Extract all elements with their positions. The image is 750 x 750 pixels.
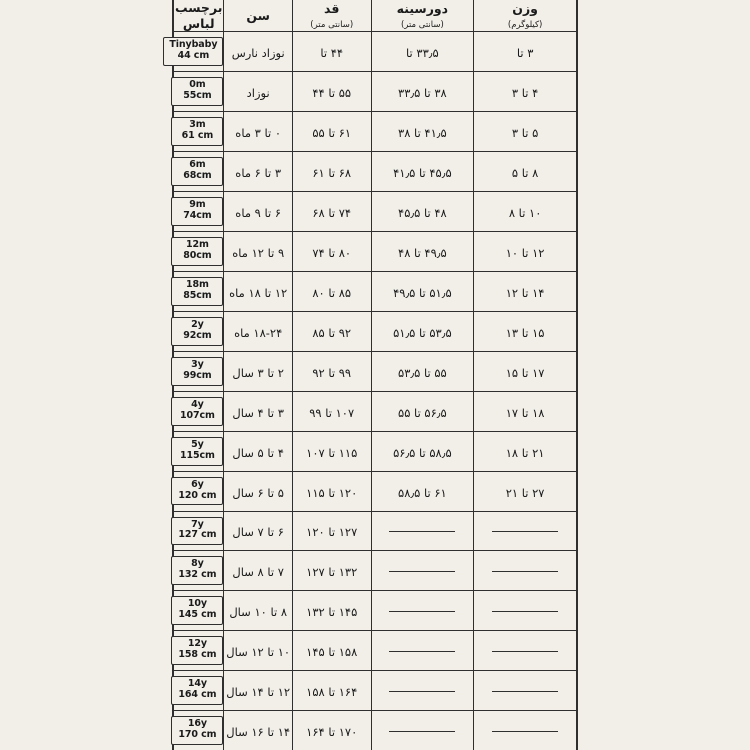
empty-dash: [389, 611, 455, 612]
cell-clothing-label: [174, 511, 224, 551]
cell-weight: [474, 192, 577, 232]
size-tag: [163, 37, 223, 66]
cell-height-value: ۵۵ تا ۴۴: [312, 86, 352, 101]
cell-height: [292, 391, 371, 431]
size-tag-height: 170 cm: [178, 729, 217, 741]
size-tag: [171, 676, 223, 705]
cell-age-value: ۱۰ تا ۱۲ سال: [226, 645, 291, 660]
size-tag-height: 61 cm: [181, 130, 214, 142]
table-row: [174, 32, 577, 72]
cell-chest: [371, 72, 474, 112]
cell-height-value: ۱۱۵ تا ۱۰۷: [306, 445, 358, 460]
cell-chest-value: ۵۳٫۵ تا ۵۱٫۵: [393, 325, 452, 340]
cell-height: [292, 431, 371, 471]
column-header-age: [224, 0, 293, 32]
size-tag: [171, 596, 223, 625]
size-tag-age: 6y: [191, 478, 204, 490]
empty-dash: [389, 691, 455, 692]
cell-weight: [474, 591, 577, 631]
cell-weight: [474, 231, 577, 271]
size-tag-height: 85cm: [183, 289, 212, 301]
size-tag-height: 158 cm: [178, 649, 217, 661]
cell-height-value: ۹۲ تا ۸۵: [312, 325, 352, 340]
cell-weight: [474, 271, 577, 311]
cell-weight: [474, 551, 577, 591]
column-header-age-title: سن: [246, 7, 270, 23]
size-tag-height: 145 cm: [178, 609, 217, 621]
size-tag-height: 80cm: [183, 249, 212, 261]
table-row: [174, 192, 577, 232]
cell-age-value: ۰ تا ۳ ماه: [235, 126, 282, 141]
table-row: [174, 72, 577, 112]
table-row: [174, 671, 577, 711]
size-tag: [171, 437, 223, 466]
table-row: [174, 631, 577, 671]
cell-chest: [371, 591, 474, 631]
cell-weight: [474, 471, 577, 511]
size-tag-age: 16y: [187, 718, 207, 730]
cell-height-value: ۱۷۰ تا ۱۶۴: [306, 725, 358, 740]
cell-weight: [474, 671, 577, 711]
cell-age-value: نوزاد نارس: [231, 46, 285, 61]
cell-height-value: ۱۶۴ تا ۱۵۸: [306, 685, 358, 700]
cell-age-value: ۹ تا ۱۲ ماه: [232, 245, 285, 260]
size-tag: [171, 197, 223, 226]
cell-height-value: ۱۰۷ تا ۹۹: [309, 405, 355, 420]
cell-chest: [371, 112, 474, 152]
cell-age-value: ۳ تا ۴ سال: [232, 405, 284, 420]
cell-clothing-label: [174, 431, 224, 471]
cell-height: [292, 112, 371, 152]
column-header-chest: [371, 0, 474, 32]
cell-chest: [371, 471, 474, 511]
cell-chest: [371, 152, 474, 192]
cell-age: [224, 631, 293, 671]
cell-age: [224, 391, 293, 431]
size-tag-age: 14y: [187, 678, 207, 690]
size-tag: [171, 157, 223, 186]
size-tag-height: 74cm: [183, 209, 212, 221]
cell-age: [224, 192, 293, 232]
cell-clothing-label: [174, 391, 224, 431]
cell-clothing-label: [174, 631, 224, 671]
size-tag-age: 18m: [186, 278, 209, 290]
cell-clothing-label: [174, 271, 224, 311]
cell-height-value: ۸۰ تا ۷۴: [312, 245, 352, 260]
cell-height: [292, 631, 371, 671]
size-tag-age: 12y: [187, 638, 207, 650]
empty-dash: [389, 571, 455, 572]
cell-age: [224, 231, 293, 271]
cell-height: [292, 152, 371, 192]
size-tag-age: 12m: [186, 238, 209, 250]
cell-age-value: ۴ تا ۵ سال: [232, 445, 284, 460]
cell-weight-value: ۱۷ تا ۱۵: [505, 365, 545, 380]
cell-weight: [474, 391, 577, 431]
size-tag-height: 120 cm: [178, 489, 217, 501]
size-tag-height: 164 cm: [178, 689, 217, 701]
size-tag-age: 4y: [191, 398, 204, 410]
table-row: [174, 152, 577, 192]
cell-weight-value: ۲۷ تا ۲۱: [505, 485, 545, 500]
cell-age: [224, 671, 293, 711]
column-header-weight-unit: (کیلوگرم): [507, 19, 543, 30]
cell-weight: [474, 72, 577, 112]
cell-chest-value: ۴۹٫۵ تا ۴۸: [398, 245, 447, 260]
cell-chest-value: ۳۸ تا ۳۳٫۵: [398, 86, 447, 101]
empty-dash: [492, 651, 558, 652]
table-row: [174, 351, 577, 391]
table-body: [169, 32, 577, 750]
size-tag-age: 10y: [187, 598, 207, 610]
cell-height-value: ۶۸ تا ۶۱: [312, 166, 352, 181]
column-header-weight-title: وزن: [512, 1, 538, 17]
cell-chest-value: ۴۸ تا ۴۵٫۵: [398, 205, 447, 220]
column-header-height: [292, 0, 371, 32]
cell-weight: [474, 431, 577, 471]
cell-height: [292, 32, 371, 72]
cell-height: [292, 551, 371, 591]
cell-height: [292, 192, 371, 232]
cell-age-value: ۱۴ تا ۱۶ سال: [226, 725, 291, 740]
cell-age-value: نوزاد: [246, 86, 270, 101]
cell-chest: [371, 192, 474, 232]
cell-chest: [371, 311, 474, 351]
size-tag: [171, 77, 223, 106]
size-tag-age: 3y: [191, 358, 204, 370]
table-row: [174, 231, 577, 271]
cell-age: [224, 152, 293, 192]
cell-age: [224, 32, 293, 72]
cell-age-value: ۷ تا ۸ سال: [232, 565, 284, 580]
cell-clothing-label: [174, 711, 224, 750]
cell-height-value: ۱۲۰ تا ۱۱۵: [306, 485, 358, 500]
cell-chest-value: ۶۱ تا ۵۸٫۵: [398, 485, 447, 500]
size-tag-height: 44 cm: [177, 50, 210, 62]
size-tag-age: 7y: [191, 518, 204, 530]
size-tag: [171, 716, 223, 745]
cell-age-value: ۳ تا ۶ ماه: [235, 166, 282, 181]
cell-clothing-label: [174, 72, 224, 112]
table-row: [174, 551, 577, 591]
cell-height: [292, 311, 371, 351]
cell-weight-value: ۱۴ تا ۱۲: [505, 285, 545, 300]
table-row: [174, 471, 577, 511]
cell-clothing-label: [174, 591, 224, 631]
empty-dash: [492, 571, 558, 572]
cell-age-value: ۲ تا ۳ سال: [232, 365, 284, 380]
cell-height: [292, 671, 371, 711]
cell-chest: [371, 711, 474, 750]
cell-weight-value: ۸ تا ۵: [511, 166, 539, 181]
cell-chest: [371, 511, 474, 551]
size-tag: [171, 357, 223, 386]
cell-height-value: ۱۲۷ تا ۱۲۰: [306, 525, 358, 540]
cell-height-value: ۱۳۲ تا ۱۲۷: [306, 565, 358, 580]
cell-age: [224, 511, 293, 551]
cell-clothing-label: [174, 152, 224, 192]
cell-age: [224, 711, 293, 750]
cell-weight-value: ۵ تا ۳: [511, 126, 539, 141]
column-header-chest-title: دورسینه: [396, 1, 449, 17]
cell-age: [224, 431, 293, 471]
table-row: [174, 391, 577, 431]
size-tag-age: 2y: [191, 318, 204, 330]
cell-height: [292, 471, 371, 511]
size-tag: [171, 277, 223, 306]
cell-weight-value: ۲۱ تا ۱۸: [505, 445, 545, 460]
cell-height-value: ۷۴ تا ۶۸: [312, 205, 352, 220]
cell-chest-value: ۵۱٫۵ تا ۴۹٫۵: [393, 285, 452, 300]
cell-chest: [371, 391, 474, 431]
cell-chest: [371, 351, 474, 391]
size-tag-height: 132 cm: [178, 569, 217, 581]
cell-chest: [371, 271, 474, 311]
cell-age: [224, 551, 293, 591]
cell-clothing-label: [174, 192, 224, 232]
cell-age: [224, 591, 293, 631]
table-row: [174, 711, 577, 750]
table-row: [174, 511, 577, 551]
empty-dash: [492, 691, 558, 692]
cell-clothing-label: [174, 671, 224, 711]
cell-age-value: ۱۲ تا ۱۴ سال: [226, 685, 291, 700]
table-row: [174, 112, 577, 152]
column-header-chest-unit: (سانتی متر): [400, 19, 444, 30]
table-header-row: [174, 0, 577, 32]
size-tag: [171, 397, 223, 426]
cell-age: [224, 351, 293, 391]
column-header-label: [174, 0, 224, 32]
cell-height: [292, 231, 371, 271]
cell-age: [224, 271, 293, 311]
cell-weight-value: ۳ تا: [516, 46, 534, 61]
cell-weight: [474, 631, 577, 671]
size-tag: [171, 556, 223, 585]
cell-height: [292, 72, 371, 112]
cell-weight: [474, 112, 577, 152]
cell-chest: [371, 551, 474, 591]
cell-height-value: ۱۴۵ تا ۱۳۲: [306, 605, 358, 620]
cell-weight: [474, 32, 577, 72]
size-tag-height: 99cm: [183, 369, 212, 381]
cell-age-value: ۸ تا ۱۰ سال: [229, 605, 288, 620]
cell-weight: [474, 711, 577, 750]
size-tag-height: 68cm: [183, 170, 212, 182]
column-header-label-title: برچسب لباس: [174, 0, 223, 31]
size-tag: [171, 636, 223, 665]
cell-clothing-label: [174, 112, 224, 152]
cell-height-value: ۴۴ تا: [320, 46, 344, 61]
cell-age-value: ۶ تا ۹ ماه: [235, 205, 282, 220]
size-tag-height: 115cm: [179, 449, 215, 461]
cell-weight-value: ۱۲ تا ۱۰: [505, 245, 545, 260]
empty-dash: [492, 531, 558, 532]
size-tag-age: 8y: [191, 558, 204, 570]
cell-age-value: ۱۸-۲۴ ماه: [234, 325, 283, 340]
cell-clothing-label: [174, 311, 224, 351]
cell-height: [292, 271, 371, 311]
table-row: [174, 431, 577, 471]
cell-clothing-label: [174, 471, 224, 511]
cell-weight-value: ۱۰ تا ۸: [508, 205, 542, 220]
cell-age-value: ۱۲ تا ۱۸ ماه: [229, 285, 288, 300]
cell-age: [224, 112, 293, 152]
table-row: [174, 271, 577, 311]
cell-weight-value: ۴ تا ۳: [511, 86, 539, 101]
size-tag: [171, 477, 223, 506]
cell-age: [224, 72, 293, 112]
size-tag-age: Tinybaby: [169, 39, 218, 51]
empty-dash: [389, 531, 455, 532]
cell-chest: [371, 671, 474, 711]
cell-height-value: ۹۹ تا ۹۲: [312, 365, 352, 380]
cell-age-value: ۶ تا ۷ سال: [232, 525, 284, 540]
cell-age-value: ۵ تا ۶ سال: [232, 485, 284, 500]
size-chart-container: [169, 0, 578, 750]
cell-weight: [474, 511, 577, 551]
size-tag-age: 0m: [189, 79, 206, 91]
column-header-height-unit: (سانتی متر): [310, 19, 354, 30]
size-tag-height: 107cm: [179, 409, 215, 421]
size-tag: [171, 317, 223, 346]
size-tag-age: 3m: [189, 119, 206, 131]
empty-dash: [492, 731, 558, 732]
table-row: [174, 311, 577, 351]
size-tag: [171, 237, 223, 266]
cell-chest-value: ۵۸٫۵ تا ۵۶٫۵: [393, 445, 452, 460]
size-tag-height: 92cm: [183, 329, 212, 341]
cell-chest-value: ۵۶٫۵ تا ۵۵: [398, 405, 447, 420]
cell-weight-value: ۱۵ تا ۱۳: [505, 325, 545, 340]
size-tag-height: 127 cm: [178, 529, 217, 541]
cell-height-value: ۶۱ تا ۵۵: [312, 126, 352, 141]
empty-dash: [389, 731, 455, 732]
table-row: [174, 591, 577, 631]
cell-chest-value: ۵۵ تا ۵۳٫۵: [398, 365, 447, 380]
size-tag: [171, 517, 223, 546]
cell-weight: [474, 152, 577, 192]
cell-chest-value: ۴۵٫۵ تا ۴۱٫۵: [393, 166, 452, 181]
cell-height: [292, 511, 371, 551]
cell-chest: [371, 631, 474, 671]
cell-chest-value: ۳۳٫۵ تا: [406, 46, 439, 61]
cell-height-value: ۱۵۸ تا ۱۴۵: [306, 645, 358, 660]
size-tag: [171, 117, 223, 146]
cell-height-value: ۸۵ تا ۸۰: [312, 285, 352, 300]
cell-clothing-label: [174, 551, 224, 591]
cell-weight-value: ۱۸ تا ۱۷: [505, 405, 545, 420]
cell-weight: [474, 311, 577, 351]
table-header: [174, 0, 577, 32]
cell-chest-value: ۴۱٫۵ تا ۳۸: [398, 126, 447, 141]
empty-dash: [389, 651, 455, 652]
cell-clothing-label: [174, 351, 224, 391]
size-tag-age: 6m: [189, 159, 206, 171]
cell-age: [224, 311, 293, 351]
size-chart-table: [169, 0, 577, 750]
cell-chest: [371, 231, 474, 271]
cell-chest: [371, 431, 474, 471]
cell-clothing-label: [174, 231, 224, 271]
column-header-weight: [474, 0, 577, 32]
cell-height: [292, 351, 371, 391]
cell-clothing-label: [169, 32, 224, 72]
cell-height: [292, 591, 371, 631]
empty-dash: [492, 611, 558, 612]
cell-height: [292, 711, 371, 750]
cell-age: [224, 471, 293, 511]
cell-weight: [474, 351, 577, 391]
size-tag-height: 55cm: [183, 90, 212, 102]
column-header-height-title: قد: [324, 1, 340, 17]
size-tag-age: 5y: [191, 438, 204, 450]
size-tag-age: 9m: [189, 199, 206, 211]
cell-chest: [371, 32, 474, 72]
